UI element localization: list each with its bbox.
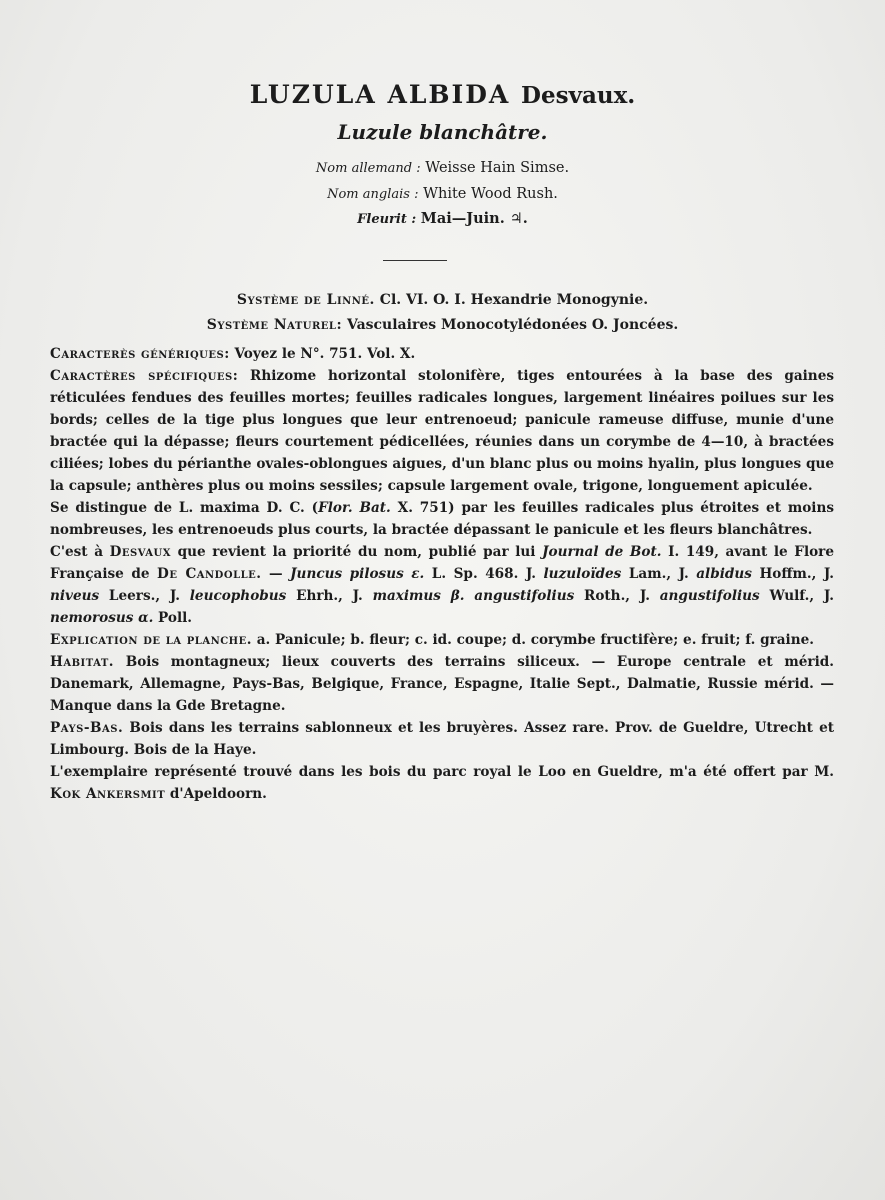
habitat-label: Habitat. — [50, 654, 115, 670]
specific-characters-value: Rhizome horizontal stolonifère, tiges entourées à la base des gaines réticulées fendues des feuilles mortes; feuilles radicales longues, largement linéaires poilues sur les bords; celles de la tige plus longues que leur entrenoeud; panicule rameuse diffuse, munie d'une bractée qui la dépasse; fleurs courtement pédicellées, réunies dans un corymbe de 4—10, à bractées ciliées; lobes du périanthe ovales-oblongues aigues, d'un blanc plus ou moins hyalin, plus longues que la capsule; anthères plus ou moins sessiles; capsule largement ovale, trigone, longuement apiculée. — [50, 368, 834, 494]
distinction-paragraph — [50, 497, 834, 541]
generic-characters — [50, 343, 834, 365]
synonym-text-7: Wulf., J. — [759, 588, 834, 604]
priority-journal: Journal de Bot. — [542, 544, 662, 560]
priority-text-d: — — [261, 566, 291, 582]
synonym-text-4: Leers., J. — [99, 588, 190, 604]
system-naturel-value: Vasculaires Monocotylédonées O. Joncées. — [347, 317, 679, 333]
distinction-ref: Flor. Bat. — [318, 500, 391, 516]
synonym-maximus: maximus β. angustifolius — [372, 588, 575, 604]
system-linne-label: Système de Linné. — [236, 292, 375, 308]
species-author: Desvaux. — [521, 82, 636, 109]
divider — [383, 260, 447, 261]
synonym-niveus: niveus — [50, 588, 100, 604]
name-english-value: White Wood Rush. — [423, 186, 558, 202]
synonym-text-1: L. Sp. 468. J. — [424, 566, 544, 582]
common-name-french: Luzule blanchâtre. — [337, 120, 548, 144]
flowering — [0, 210, 885, 227]
flowering-value: Mai—Juin. ♃. — [420, 210, 528, 227]
generic-characters-value: Voyez le N°. 751. Vol. X. — [234, 346, 416, 362]
flowering-label: Fleurit : — [357, 212, 417, 227]
plate-explanation-value: a. Panicule; b. fleur; c. id. coupe; d. corymbe fructifère; e. fruit; f. graine. — [256, 632, 814, 648]
system-naturel — [0, 317, 885, 333]
synonym-nemorosus: nemorosus α. — [50, 610, 154, 626]
synonym-text-5: Ehrh., J. — [286, 588, 373, 604]
system-linne — [0, 292, 885, 308]
netherlands-label: Pays-Bas. — [50, 720, 124, 736]
plate-explanation-label: Explication de la planche. — [50, 632, 252, 648]
synonym-text-6: Roth., J. — [574, 588, 660, 604]
system-naturel-label: Système Naturel: — [206, 317, 343, 333]
synonym-albidus: albidus — [696, 566, 752, 582]
name-english — [0, 186, 885, 202]
distinction-text-a: Se distingue de L. maxima D. C. ( — [50, 500, 319, 516]
priority-text-a: C'est à — [50, 544, 110, 560]
specific-characters-label: Caractères spécifiques: — [50, 368, 239, 384]
distinction-text-b: X. 751) par les feuilles radicales plus étroites et moins nombreuses, les entrenoeuds plus courts, la bractée dépassant le panicule et les fleurs blanchâtres. — [50, 500, 834, 538]
system-linne-value: Cl. VI. O. I. Hexandrie Monogynie. — [379, 292, 649, 308]
specimen-text-b: d'Apeldoorn. — [165, 786, 267, 802]
specimen-donor: Kok Ankersmit — [50, 786, 166, 802]
synonym-text-8: Poll. — [153, 610, 193, 626]
priority-text-c: I. 149, avant le Flore Française de — [50, 544, 834, 582]
body-text — [50, 343, 834, 805]
synonym-leucophobus: leucophobus — [189, 588, 287, 604]
habitat-value: Bois montagneux; lieux couverts des terrains siliceux. — Europe centrale et mérid. Danemark, Allemagne, Pays-Bas, Belgique, France, Espagne, Italie Sept., Dalmatie, Russie mérid. — Manque dans la Gde Bretagne. — [50, 654, 834, 714]
specimen-text-a: L'exemplaire représenté trouvé dans les bois du parc royal le Loo en Gueldre, m'a été offert par M. — [50, 764, 834, 780]
synonym-angustifolius: angustifolius — [659, 588, 760, 604]
netherlands-distribution — [50, 717, 834, 761]
page-title — [0, 80, 885, 109]
priority-text-b: que revient la priorité du nom, publié par lui — [170, 544, 543, 560]
name-german — [0, 160, 885, 176]
synonym-text-3: Hoffm., J. — [751, 566, 834, 582]
synonym-luzuloides: luzuloïdes — [543, 566, 622, 582]
generic-characters-label: Caracterès génériques: — [50, 346, 230, 362]
synonym-text-2: Lam., J. — [621, 566, 697, 582]
name-english-label: Nom anglais : — [327, 187, 419, 202]
priority-candolle: De Candolle. — [157, 566, 262, 582]
plate-explanation — [50, 629, 834, 651]
name-german-value: Weisse Hain Simse. — [425, 160, 570, 176]
name-german-label: Nom allemand : — [315, 161, 421, 176]
synonym-juncus: Juncus pilosus ε. — [290, 566, 425, 582]
specific-characters — [50, 365, 834, 497]
priority-paragraph — [50, 541, 834, 629]
specimen-note — [50, 761, 834, 805]
priority-desvaux: Desvaux — [109, 544, 171, 560]
species-name: LUZULA ALBIDA — [249, 80, 511, 109]
habitat — [50, 651, 834, 717]
netherlands-value: Bois dans les terrains sablonneux et les bruyères. Assez rare. Prov. de Gueldre, Utrecht et Limbourg. Bois de la Haye. — [50, 720, 835, 758]
